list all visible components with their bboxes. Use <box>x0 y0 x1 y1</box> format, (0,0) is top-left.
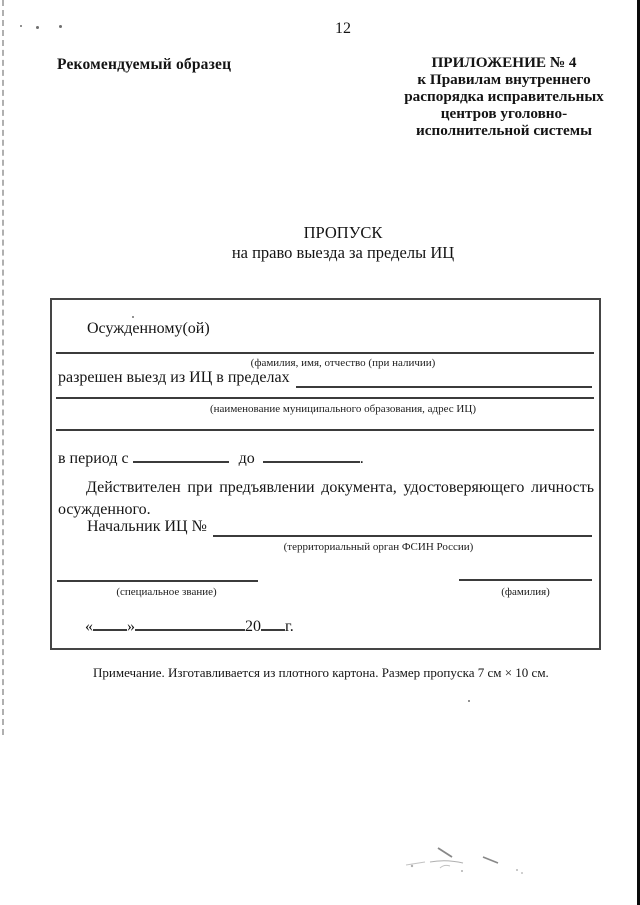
caption-surname: (фамилия) <box>501 586 550 598</box>
date-open-quote: « <box>85 618 93 635</box>
validity-text-line1: Действителен при предъявлении документа, удостоверяющего личность <box>86 479 594 496</box>
date-year-suffix: г. <box>285 618 294 635</box>
blank-line-municipality-1 <box>56 397 594 399</box>
validity-text-line2: осужденного. <box>58 501 151 518</box>
appendix-line: исполнительной системы <box>416 121 592 139</box>
addressee-label: Осужденному(ой) <box>87 320 210 337</box>
scan-speck <box>36 26 39 29</box>
blank-line-rank <box>57 580 258 582</box>
blank-date-month <box>135 614 245 631</box>
blank-line-full-name <box>56 352 594 354</box>
blank-line-limits <box>296 368 592 388</box>
permission-label: разрешен выезд из ИЦ в пределах <box>58 369 290 386</box>
date-close-quote: » <box>127 618 135 635</box>
scan-edge-line-right <box>637 0 640 905</box>
appendix-line: ПРИЛОЖЕНИЕ № 4 <box>431 54 577 71</box>
permission-row <box>58 368 592 388</box>
blank-date-year <box>261 614 285 631</box>
caption-rank: (специальное звание) <box>116 586 217 598</box>
blank-line-municipality-2 <box>56 429 594 431</box>
caption-full-name: (фамилия, имя, отчество (при наличии) <box>250 357 436 369</box>
footnote: Примечание. Изготавливается из плотного картона. Размер пропуска 7 см × 10 см. <box>93 665 549 680</box>
scribble-artifact <box>380 838 540 883</box>
appendix-heading <box>396 55 612 140</box>
period-prefix-label: в период с <box>58 450 129 467</box>
date-year-prefix: 20 <box>245 618 261 635</box>
caption-territorial: (территориальный орган ФСИН России) <box>283 541 474 553</box>
appendix-line: к Правилам внутреннего <box>417 70 591 88</box>
scan-speck <box>468 700 470 702</box>
chief-row <box>87 517 592 537</box>
page-number: 12 <box>335 20 351 37</box>
blank-line-surname <box>459 579 592 581</box>
period-to-label: до <box>238 450 255 467</box>
document-title: ПРОПУСК <box>303 223 383 242</box>
chief-label: Начальник ИЦ № <box>87 518 207 535</box>
date-row <box>85 614 294 637</box>
blank-line-territorial <box>213 517 592 537</box>
blank-date-day <box>93 614 127 631</box>
period-end-punct: . <box>359 450 364 467</box>
blank-date-from <box>133 446 229 463</box>
scan-speck <box>59 25 62 28</box>
blank-date-to <box>263 446 360 463</box>
document-subtitle: на право выезда за пределы ИЦ <box>231 243 455 262</box>
period-row <box>58 446 364 469</box>
caption-municipality: (наименование муниципального образования, адрес ИЦ) <box>210 403 476 415</box>
appendix-line: центров уголовно- <box>440 104 568 122</box>
scan-edge-artifact-left <box>2 0 4 735</box>
scan-speck <box>20 25 22 27</box>
recommended-sample-label: Рекомендуемый образец <box>57 56 232 73</box>
appendix-line: распорядка исправительных <box>404 87 604 105</box>
